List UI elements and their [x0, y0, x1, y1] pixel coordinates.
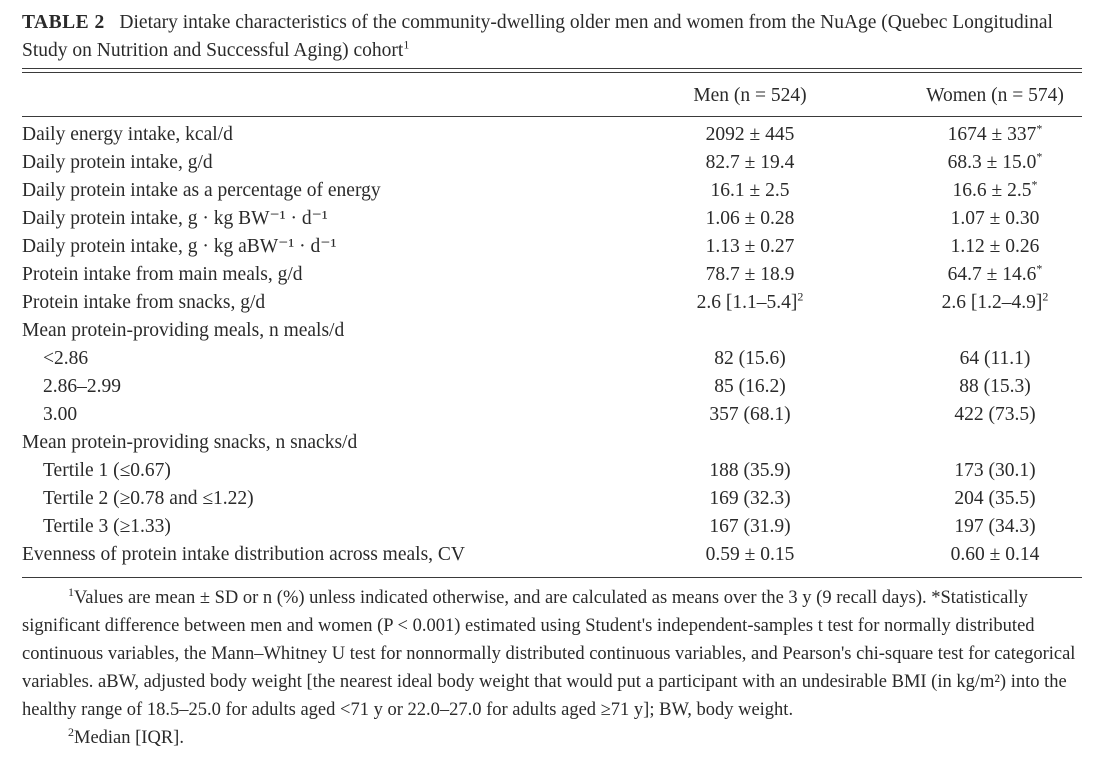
table-row [0, 457, 1108, 485]
cell-men-value: 167 (31.9) [709, 516, 791, 537]
footnote-1 [22, 584, 1092, 724]
cell-men-footnote-mark: 2 [797, 289, 804, 304]
cell-women-footnote-mark: * [1036, 149, 1043, 164]
table-row [0, 289, 1108, 317]
footnote-1-mark: 1 [68, 584, 74, 599]
cell-women-value: 68.3 ± 15.0 [947, 152, 1037, 173]
table-row [0, 541, 1108, 569]
table-row [0, 429, 1108, 457]
table-title: Dietary intake characteristics of the community-dwelling older men and women from the NuAge (Quebec Longitudinal Study on Nutrition and Successful Aging) cohort [22, 12, 1053, 61]
row-label: Tertile 3 (≥1.33) [43, 516, 171, 537]
cell-women-value: 1674 ± 337 [947, 124, 1037, 145]
cell-men [640, 401, 860, 429]
row-label: Daily protein intake, g · kg BW⁻¹ · d⁻¹ [22, 208, 328, 229]
cell-women-value: 1.12 ± 0.26 [950, 236, 1040, 257]
cell-men-value: 2092 ± 445 [705, 124, 795, 145]
footnote-2-mark: 2 [68, 724, 74, 739]
cell-men [640, 345, 860, 373]
cell-men-value: 85 (16.2) [714, 376, 786, 397]
cell-men [640, 261, 860, 289]
table-row [0, 317, 1108, 345]
table-row [0, 177, 1108, 205]
row-label: <2.86 [43, 348, 89, 369]
cell-women-footnote-mark: * [1031, 177, 1038, 192]
cell-women [885, 373, 1105, 401]
cell-men-value: 82 (15.6) [714, 348, 786, 369]
row-label: Daily protein intake as a percentage of energy [22, 180, 381, 201]
cell-women-value: 422 (73.5) [954, 404, 1036, 425]
table-row [0, 121, 1108, 149]
cell-women-footnote-mark: * [1036, 121, 1043, 136]
cell-men-value: 188 (35.9) [709, 460, 791, 481]
table-row [0, 373, 1108, 401]
cell-men [640, 205, 860, 233]
cell-men-value: 82.7 ± 19.4 [705, 152, 795, 173]
bottom-rule [22, 577, 1082, 578]
cell-women-value: 1.07 ± 0.30 [950, 208, 1040, 229]
cell-women [885, 541, 1105, 569]
row-label: Tertile 2 (≥0.78 and ≤1.22) [43, 488, 254, 509]
table-row [0, 205, 1108, 233]
cell-men-value: 78.7 ± 18.9 [705, 264, 795, 285]
cell-men [640, 149, 860, 177]
column-header-women: Women (n = 574) [926, 85, 1064, 106]
cell-women-value: 197 (34.3) [954, 516, 1036, 537]
cell-women [885, 149, 1105, 177]
cell-women [885, 121, 1105, 149]
row-label: Protein intake from main meals, g/d [22, 264, 303, 285]
cell-men-value: 1.06 ± 0.28 [705, 208, 795, 229]
table-footnotes [22, 584, 1092, 752]
row-label: 2.86–2.99 [43, 376, 121, 397]
cell-men [640, 457, 860, 485]
cell-men [640, 485, 860, 513]
row-label: Daily energy intake, kcal/d [22, 124, 233, 145]
top-rule [22, 68, 1082, 69]
table-row [0, 513, 1108, 541]
cell-women-footnote-mark: * [1036, 261, 1043, 276]
table-caption [22, 9, 1092, 65]
footnote-2 [22, 724, 1092, 752]
cell-men-value: 357 (68.1) [709, 404, 791, 425]
cell-men-value: 16.1 ± 2.5 [710, 180, 790, 201]
cell-women-value: 64 (11.1) [959, 348, 1031, 369]
table-row [0, 401, 1108, 429]
caption-footnote-mark: 1 [403, 37, 410, 52]
column-header-men: Men (n = 524) [693, 85, 807, 106]
table-row [0, 233, 1108, 261]
row-label: Tertile 1 (≤0.67) [43, 460, 171, 481]
top-rule-second [22, 72, 1082, 73]
cell-women [885, 401, 1105, 429]
cell-women [885, 485, 1105, 513]
table-row [0, 261, 1108, 289]
cell-men-value: 2.6 [1.1–5.4] [696, 292, 798, 313]
cell-men-value: 1.13 ± 0.27 [705, 236, 795, 257]
table-row [0, 485, 1108, 513]
cell-men [640, 233, 860, 261]
cell-women-value: 204 (35.5) [954, 488, 1036, 509]
cell-women-value: 64.7 ± 14.6 [947, 264, 1037, 285]
cell-women-value: 88 (15.3) [959, 376, 1031, 397]
cell-men [640, 541, 860, 569]
cell-women [885, 233, 1105, 261]
cell-women-footnote-mark: 2 [1042, 289, 1049, 304]
row-label: Daily protein intake, g/d [22, 152, 213, 173]
cell-men [640, 177, 860, 205]
header-rule [22, 116, 1082, 117]
row-label: Mean protein-providing meals, n meals/d [22, 320, 345, 341]
cell-women [885, 177, 1105, 205]
table-body [0, 121, 1108, 569]
cell-women [885, 457, 1105, 485]
cell-women-value: 2.6 [1.2–4.9] [941, 292, 1043, 313]
table-row [0, 149, 1108, 177]
row-label: Mean protein-providing snacks, n snacks/d [22, 432, 358, 453]
cell-men [640, 121, 860, 149]
row-label: Protein intake from snacks, g/d [22, 292, 266, 313]
cell-men-value: 0.59 ± 0.15 [705, 544, 795, 565]
cell-women [885, 289, 1105, 317]
cell-men-value: 169 (32.3) [709, 488, 791, 509]
table-row [0, 345, 1108, 373]
cell-men [640, 373, 860, 401]
cell-men [640, 513, 860, 541]
cell-men [640, 289, 860, 317]
footnote-2-text: Median [IQR]. [74, 728, 184, 748]
cell-women-value: 0.60 ± 0.14 [950, 544, 1040, 565]
cell-women [885, 513, 1105, 541]
cell-women-value: 173 (30.1) [954, 460, 1036, 481]
row-label: Evenness of protein intake distribution across meals, CV [22, 544, 465, 565]
row-label: Daily protein intake, g · kg aBW⁻¹ · d⁻¹ [22, 236, 337, 257]
cell-women-value: 16.6 ± 2.5 [952, 180, 1032, 201]
cell-women [885, 205, 1105, 233]
table-label: TABLE 2 [22, 12, 105, 33]
cell-women [885, 261, 1105, 289]
cell-women [885, 345, 1105, 373]
footnote-1-text: Values are mean ± SD or n (%) unless indicated otherwise, and are calculated as means over the 3 y (9 recall days). *Statistically significant difference between men and women (P < 0.001) estimated using Student's independent-samples t test for normally distributed continuous variables, the Mann–Whitney U test for nonnormally distributed continuous variables, and Pearson's chi-square test for categorical variables. aBW, adjusted body weight [the nearest ideal body weight that would put a participant with an undesirable BMI (in kg/m²) into the healthy range of 18.5–25.0 for adults aged <71 y or 22.0–27.0 for adults aged ≥71 y]; BW, body weight. [22, 588, 1076, 720]
row-label: 3.00 [43, 404, 78, 425]
